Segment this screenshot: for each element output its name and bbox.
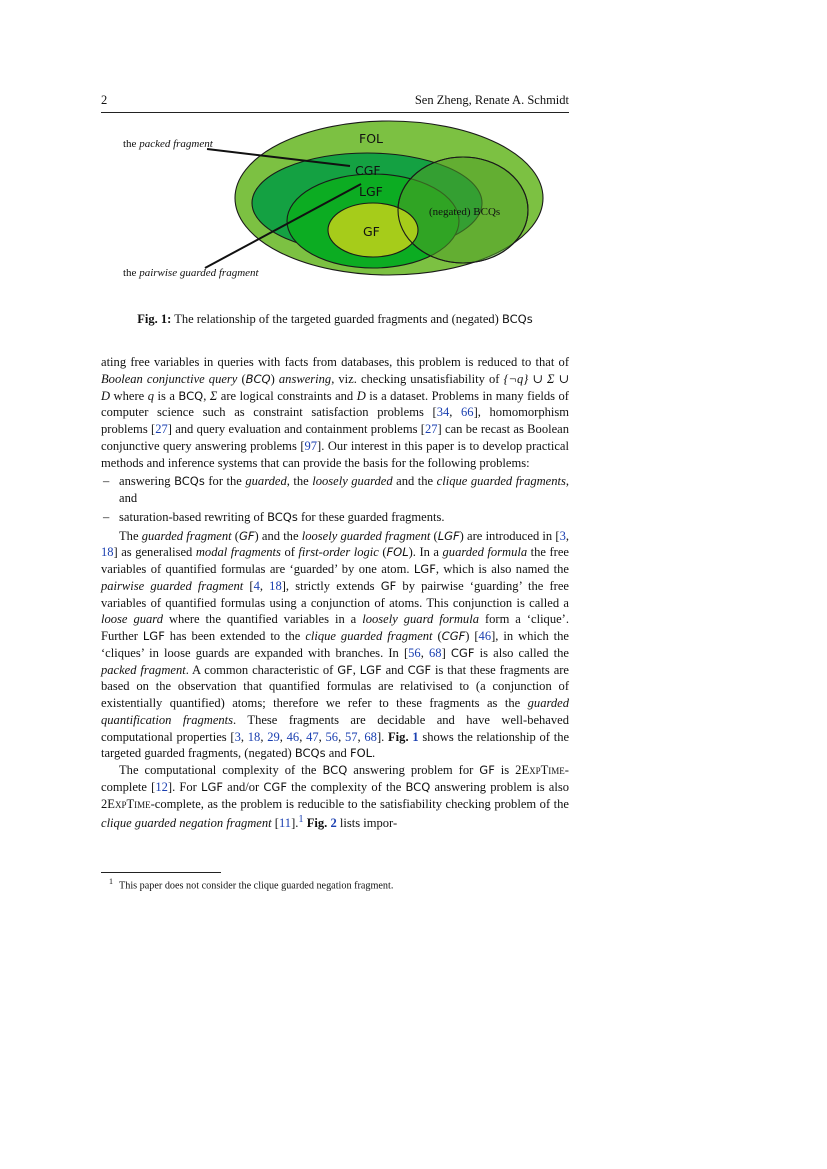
- figure-reference-link[interactable]: Fig. 2: [306, 816, 337, 831]
- citation-link[interactable]: 29: [267, 729, 280, 744]
- list-item: – saturation-based rewriting of BCQs for these guarded fragments.: [103, 509, 445, 524]
- caption-label: Fig. 1:: [137, 312, 172, 326]
- citation-link[interactable]: 3: [559, 528, 566, 543]
- citation-link[interactable]: 46: [478, 629, 492, 643]
- citation-link[interactable]: 11: [278, 816, 292, 831]
- pairwise-fragment-callout: the pairwise guarded fragment: [123, 267, 259, 279]
- citation-link[interactable]: 27: [155, 422, 168, 436]
- citation-link[interactable]: 66: [461, 405, 474, 420]
- citation-link[interactable]: 46: [286, 729, 300, 744]
- paragraph-bcq-answering: ating free variables in queries with facts from databases, this problem is reduced to that of Boolean conjunctive query (BCQ) answering, viz. checking unsatisfiability of {¬q} ∪ Σ ∪ D where q is a BCQ, Σ are logical constraints and D is a dataset. Problems in many fields of computer science such as constraint satisfaction problems [34, 66], homomorphism problems [27] and query evaluation and containment problems [27] can be recast as Boolean conjunctive query answering problems [97]. Our interest in this paper is to develop practical methods and inference systems that can provide the basis for the following problems:: [101, 355, 569, 470]
- footnote-marker[interactable]: 1: [298, 814, 304, 826]
- citation-link[interactable]: 18: [247, 729, 261, 744]
- citation-link[interactable]: 68: [429, 645, 442, 660]
- paragraph-guarded-fragments: The guarded fragment (GF) and the loosely guarded fragment (LGF) are introduced in [3, 18] as generalised modal fragments of first-order logic (FOL). In a guarded formula the free variables of quantified formulas are ‘guarded’ by one atom. LGF, which is also named the pairwise guarded fragment [4, 18], strictly extends GF by pairwise ‘guarding’ the free variables of quantified formulas using a conjunction of atoms. This conjunction is called a loose guard where the quantified variables in a loosely guard formula form a ‘clique’. Further LGF has been extended to the clique guarded fragment (CGF) [46], in which the ‘cliques’ in loose guards are expanded with branches. In [56, 68] CGF is also called the packed fragment. A common characteristic of GF, LGF and CGF is that these fragments are based on the observation that quantified formulas are relativised to (a conjunction of existentially quantified) atoms; therefore we refer to these fragments as the guarded quantification fragments. These fragments are decidable and have well-behaved computational properties [3, 18, 29, 46, 47, 56, 57, 68]. Fig. 1 shows the relationship of the targeted guarded fragments, (negated) BCQs and FOL.: [101, 528, 570, 761]
- figure-caption: Fig. 1: The relationship of the targeted guarded fragments and (negated) BCQs: [137, 312, 533, 326]
- body-text: [101, 354, 569, 832]
- citation-link[interactable]: 47: [306, 729, 319, 744]
- fol-label: FOL: [359, 131, 383, 146]
- citation-link[interactable]: 3: [234, 729, 241, 744]
- bcq-label: (negated) BCQs: [429, 206, 501, 218]
- citation-link[interactable]: 56: [325, 729, 339, 744]
- cgf-label: CGF: [355, 163, 381, 178]
- citation-link[interactable]: 34: [436, 405, 450, 420]
- header-rule: [101, 112, 569, 113]
- citation-link[interactable]: 18: [269, 578, 282, 593]
- paragraph-complexity: The computational complexity of the BCQ answering problem for GF is 2ExpTime-complete [12]. For LGF and/or CGF the complexity of the BCQ answering problem is also 2ExpTime-complete, as the problem is reducible to the satisfiability checking problem of the clique guarded negation fragment [11].$^1$ Fig. 2 lists impor-: [101, 763, 569, 831]
- citation-link[interactable]: 56: [408, 645, 421, 660]
- citation-link[interactable]: 18: [101, 545, 114, 560]
- figure-reference-link[interactable]: Fig. 1: [388, 729, 419, 744]
- citation-link[interactable]: 57: [344, 729, 358, 744]
- list-item: – answering BCQs for the guarded, the loosely guarded and the clique guarded fragments, and: [103, 474, 570, 505]
- citation-link[interactable]: 68: [364, 729, 377, 744]
- figure-venn-diagram: [101, 118, 569, 298]
- problem-list: [101, 473, 569, 525]
- footnote-text: This paper does not consider the clique guarded negation fragment.: [119, 880, 394, 892]
- footnote-number: 1: [109, 877, 113, 886]
- running-head-authors: Sen Zheng, Renate A. Schmidt: [414, 93, 569, 107]
- page-number: 2: [101, 93, 108, 107]
- footnote-rule: [101, 872, 221, 873]
- citation-link[interactable]: 12: [155, 779, 168, 794]
- citation-link[interactable]: 97: [304, 438, 318, 453]
- lgf-label: LGF: [359, 184, 383, 199]
- gf-label: GF: [363, 224, 380, 239]
- citation-link[interactable]: 27: [424, 422, 438, 436]
- packed-fragment-callout: the packed fragment: [123, 138, 213, 150]
- citation-link[interactable]: 4: [253, 578, 260, 593]
- footnote: [101, 877, 569, 891]
